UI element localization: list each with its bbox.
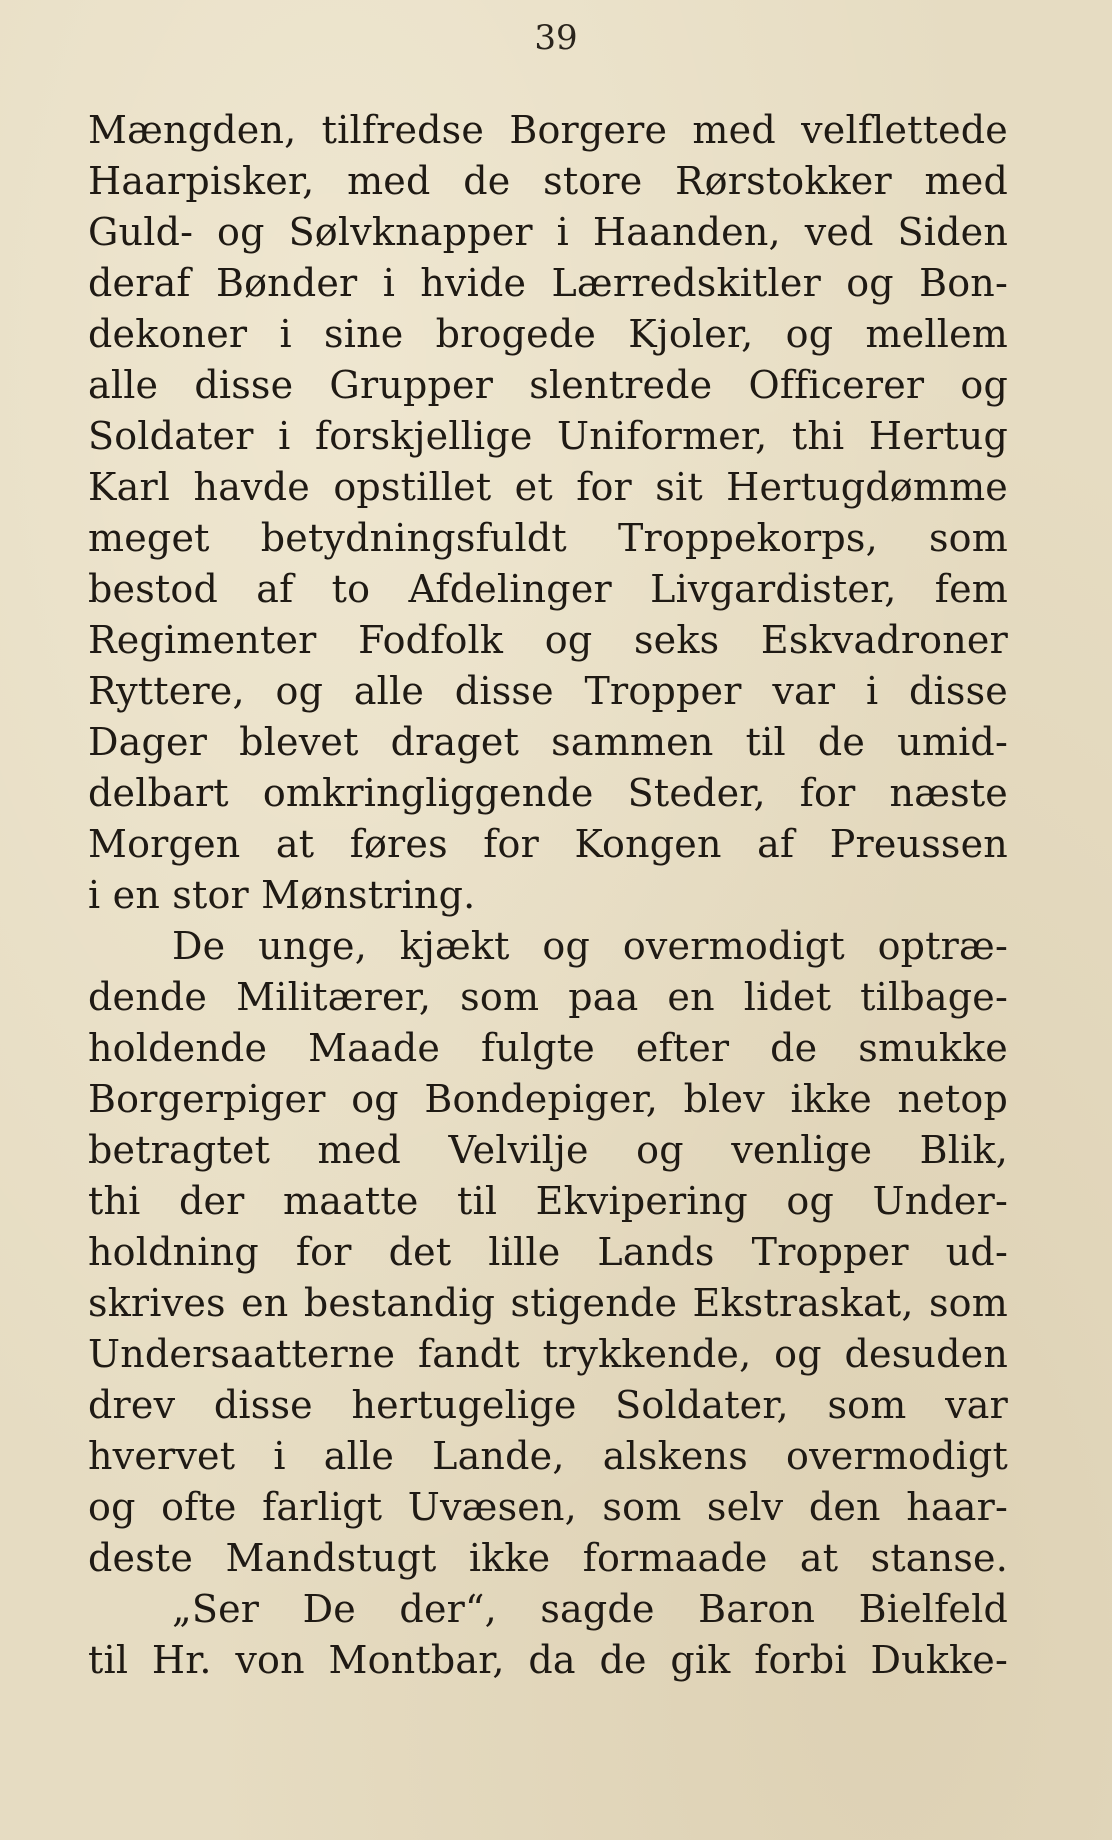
text-line: til Hr. von Montbar, da de gik forbi Dukke- xyxy=(88,1638,1008,1682)
text-line: i en stor Mønstring. xyxy=(88,873,476,917)
text-line: De unge, kjækt og overmodigt optræ- xyxy=(172,924,1008,968)
text-line: deraf Bønder i hvide Lærredskitler og Bon- xyxy=(88,261,1008,305)
text-line: betragtet med Velvilje og venlige Blik, xyxy=(88,1128,1008,1172)
text-line: Guld- og Sølvknapper i Haanden, ved Siden xyxy=(88,210,1008,254)
text-line: hvervet i alle Lande, alskens overmodigt xyxy=(88,1434,1008,1478)
text-line: „Ser De der“, sagde Baron Bielfeld xyxy=(172,1587,1008,1631)
text-line: dende Militærer, som paa en lidet tilbage- xyxy=(88,975,1008,1019)
text-line: Borgerpiger og Bondepiger, blev ikke netop xyxy=(88,1077,1008,1121)
text-line: Dager blevet draget sammen til de umid- xyxy=(88,720,1008,764)
page-number: 39 xyxy=(534,18,578,58)
text-line: drev disse hertugelige Soldater, som var xyxy=(88,1383,1008,1427)
text-line: Ryttere, og alle disse Tropper var i disse xyxy=(88,669,1008,713)
text-line: bestod af to Afdelinger Livgardister, fem xyxy=(88,567,1008,611)
text-line: alle disse Grupper slentrede Officerer og xyxy=(88,363,1008,407)
text-line: Soldater i forskjellige Uniformer, thi Hertug xyxy=(88,414,1008,458)
text-line: thi der maatte til Ekvipering og Under- xyxy=(88,1179,1008,1223)
text-line: Haarpisker, med de store Rørstokker med xyxy=(88,159,1008,203)
body-text xyxy=(88,105,1008,1686)
text-line: skrives en bestandig stigende Ekstraskat, som xyxy=(88,1281,1008,1325)
text-line: deste Mandstugt ikke formaade at stanse. xyxy=(88,1536,1008,1580)
text-line: Morgen at føres for Kongen af Preussen xyxy=(88,822,1008,866)
text-line: Regimenter Fodfolk og seks Eskvadroner xyxy=(88,618,1008,662)
text-line: holdende Maade fulgte efter de smukke xyxy=(88,1026,1008,1070)
text-line: holdning for det lille Lands Tropper ud- xyxy=(88,1230,1008,1274)
text-line: Mængden, tilfredse Borgere med velflettede xyxy=(88,108,1008,152)
text-line: dekoner i sine brogede Kjoler, og mellem xyxy=(88,312,1008,356)
text-line: delbart omkringliggende Steder, for næste xyxy=(88,771,1008,815)
text-line: Undersaatterne fandt trykkende, og desuden xyxy=(88,1332,1008,1376)
text-line: meget betydningsfuldt Troppekorps, som xyxy=(88,516,1008,560)
text-line: og ofte farligt Uvæsen, som selv den haar- xyxy=(88,1485,1008,1529)
text-line: Karl havde opstillet et for sit Hertugdømme xyxy=(88,465,1008,509)
